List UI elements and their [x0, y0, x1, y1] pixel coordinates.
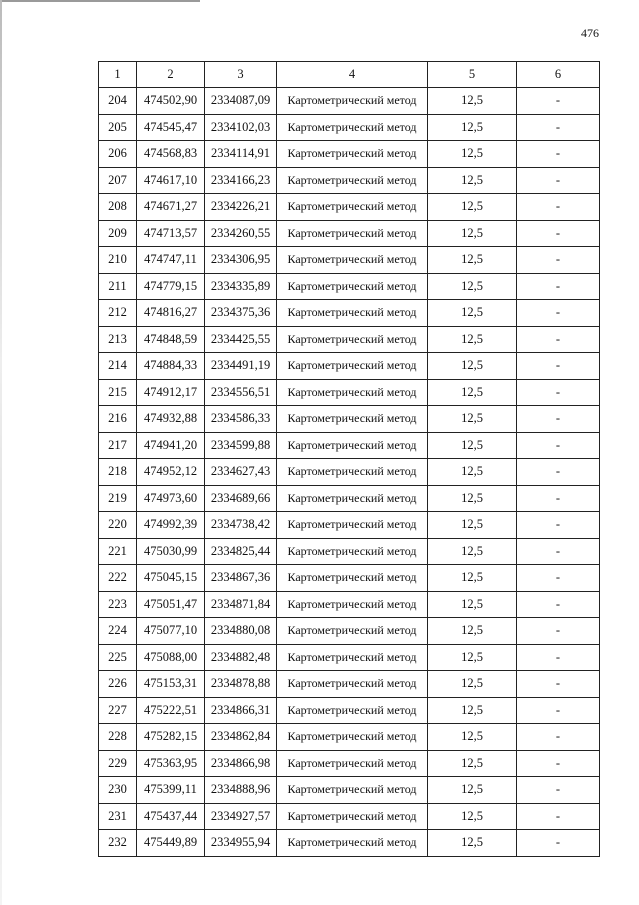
table-row: [99, 273, 600, 300]
y-coordinate-cell: 2334955,94: [205, 830, 277, 857]
table-row: [99, 565, 600, 592]
note-cell: -: [517, 724, 600, 751]
table-row: [99, 379, 600, 406]
point-number-cell: 220: [99, 512, 137, 539]
note-cell: -: [517, 406, 600, 433]
table-row: [99, 300, 600, 327]
y-coordinate-cell: 2334866,31: [205, 697, 277, 724]
x-coordinate-cell: 475030,99: [137, 538, 205, 565]
accuracy-cell: 12,5: [428, 194, 517, 221]
x-coordinate-cell: 474671,27: [137, 194, 205, 221]
note-cell: -: [517, 247, 600, 274]
column-header: 5: [428, 62, 517, 88]
x-coordinate-cell: 474747,11: [137, 247, 205, 274]
method-cell: Картометрический метод: [277, 512, 428, 539]
x-coordinate-cell: 475282,15: [137, 724, 205, 751]
note-cell: -: [517, 167, 600, 194]
table-header-row: [99, 62, 600, 88]
x-coordinate-cell: 474952,12: [137, 459, 205, 486]
method-cell: Картометрический метод: [277, 247, 428, 274]
y-coordinate-cell: 2334375,36: [205, 300, 277, 327]
x-coordinate-cell: 474713,57: [137, 220, 205, 247]
note-cell: -: [517, 194, 600, 221]
table-row: [99, 432, 600, 459]
accuracy-cell: 12,5: [428, 220, 517, 247]
x-coordinate-cell: 474992,39: [137, 512, 205, 539]
point-number-cell: 218: [99, 459, 137, 486]
x-coordinate-cell: 474884,33: [137, 353, 205, 380]
table-row: [99, 618, 600, 645]
table-row: [99, 777, 600, 804]
y-coordinate-cell: 2334878,88: [205, 671, 277, 698]
table-row: [99, 247, 600, 274]
y-coordinate-cell: 2334882,48: [205, 644, 277, 671]
y-coordinate-cell: 2334927,57: [205, 803, 277, 830]
point-number-cell: 213: [99, 326, 137, 353]
accuracy-cell: 12,5: [428, 591, 517, 618]
table-row: [99, 644, 600, 671]
point-number-cell: 230: [99, 777, 137, 804]
y-coordinate-cell: 2334166,23: [205, 167, 277, 194]
column-header: 1: [99, 62, 137, 88]
point-number-cell: 222: [99, 565, 137, 592]
x-coordinate-cell: 474568,83: [137, 141, 205, 168]
table-row: [99, 512, 600, 539]
table-row: [99, 88, 600, 115]
point-number-cell: 204: [99, 88, 137, 115]
y-coordinate-cell: 2334880,08: [205, 618, 277, 645]
point-number-cell: 229: [99, 750, 137, 777]
table-row: [99, 697, 600, 724]
y-coordinate-cell: 2334888,96: [205, 777, 277, 804]
method-cell: Картометрический метод: [277, 353, 428, 380]
point-number-cell: 209: [99, 220, 137, 247]
method-cell: Картометрический метод: [277, 830, 428, 857]
table-body: [99, 88, 600, 857]
x-coordinate-cell: 474617,10: [137, 167, 205, 194]
table-row: [99, 194, 600, 221]
accuracy-cell: 12,5: [428, 538, 517, 565]
method-cell: Картометрический метод: [277, 379, 428, 406]
point-number-cell: 205: [99, 114, 137, 141]
point-number-cell: 211: [99, 273, 137, 300]
x-coordinate-cell: 474912,17: [137, 379, 205, 406]
method-cell: Картометрический метод: [277, 167, 428, 194]
accuracy-cell: 12,5: [428, 379, 517, 406]
y-coordinate-cell: 2334087,09: [205, 88, 277, 115]
accuracy-cell: 12,5: [428, 485, 517, 512]
coordinates-table: [98, 61, 600, 857]
note-cell: -: [517, 114, 600, 141]
note-cell: -: [517, 591, 600, 618]
table-row: [99, 724, 600, 751]
point-number-cell: 226: [99, 671, 137, 698]
method-cell: Картометрический метод: [277, 432, 428, 459]
note-cell: -: [517, 565, 600, 592]
x-coordinate-cell: 474779,15: [137, 273, 205, 300]
note-cell: -: [517, 485, 600, 512]
column-header: 4: [277, 62, 428, 88]
note-cell: -: [517, 671, 600, 698]
method-cell: Картометрический метод: [277, 220, 428, 247]
y-coordinate-cell: 2334556,51: [205, 379, 277, 406]
accuracy-cell: 12,5: [428, 512, 517, 539]
table-row: [99, 485, 600, 512]
note-cell: -: [517, 432, 600, 459]
point-number-cell: 212: [99, 300, 137, 327]
point-number-cell: 224: [99, 618, 137, 645]
accuracy-cell: 12,5: [428, 777, 517, 804]
x-coordinate-cell: 475437,44: [137, 803, 205, 830]
note-cell: -: [517, 512, 600, 539]
y-coordinate-cell: 2334862,84: [205, 724, 277, 751]
column-header: 3: [205, 62, 277, 88]
table-row: [99, 326, 600, 353]
accuracy-cell: 12,5: [428, 88, 517, 115]
column-header: 6: [517, 62, 600, 88]
y-coordinate-cell: 2334689,66: [205, 485, 277, 512]
x-coordinate-cell: 474941,20: [137, 432, 205, 459]
note-cell: -: [517, 830, 600, 857]
y-coordinate-cell: 2334599,88: [205, 432, 277, 459]
method-cell: Картометрический метод: [277, 618, 428, 645]
y-coordinate-cell: 2334102,03: [205, 114, 277, 141]
column-header: 2: [137, 62, 205, 88]
method-cell: Картометрический метод: [277, 803, 428, 830]
accuracy-cell: 12,5: [428, 167, 517, 194]
table-row: [99, 406, 600, 433]
point-number-cell: 217: [99, 432, 137, 459]
x-coordinate-cell: 474545,47: [137, 114, 205, 141]
x-coordinate-cell: 474816,27: [137, 300, 205, 327]
point-number-cell: 206: [99, 141, 137, 168]
accuracy-cell: 12,5: [428, 724, 517, 751]
point-number-cell: 210: [99, 247, 137, 274]
note-cell: -: [517, 273, 600, 300]
x-coordinate-cell: 475045,15: [137, 565, 205, 592]
table-row: [99, 671, 600, 698]
y-coordinate-cell: 2334491,19: [205, 353, 277, 380]
x-coordinate-cell: 475363,95: [137, 750, 205, 777]
accuracy-cell: 12,5: [428, 114, 517, 141]
y-coordinate-cell: 2334825,44: [205, 538, 277, 565]
accuracy-cell: 12,5: [428, 353, 517, 380]
method-cell: Картометрический метод: [277, 750, 428, 777]
y-coordinate-cell: 2334260,55: [205, 220, 277, 247]
table-row: [99, 459, 600, 486]
y-coordinate-cell: 2334335,89: [205, 273, 277, 300]
method-cell: Картометрический метод: [277, 591, 428, 618]
method-cell: Картометрический метод: [277, 724, 428, 751]
table-row: [99, 220, 600, 247]
note-cell: -: [517, 618, 600, 645]
accuracy-cell: 12,5: [428, 300, 517, 327]
method-cell: Картометрический метод: [277, 671, 428, 698]
table-row: [99, 803, 600, 830]
table-row: [99, 830, 600, 857]
accuracy-cell: 12,5: [428, 273, 517, 300]
note-cell: -: [517, 326, 600, 353]
note-cell: -: [517, 141, 600, 168]
method-cell: Картометрический метод: [277, 114, 428, 141]
y-coordinate-cell: 2334738,42: [205, 512, 277, 539]
y-coordinate-cell: 2334867,36: [205, 565, 277, 592]
method-cell: Картометрический метод: [277, 300, 428, 327]
point-number-cell: 215: [99, 379, 137, 406]
scan-edge-left: [0, 0, 2, 905]
page-number: 476: [581, 26, 599, 40]
point-number-cell: 225: [99, 644, 137, 671]
method-cell: Картометрический метод: [277, 485, 428, 512]
point-number-cell: 227: [99, 697, 137, 724]
accuracy-cell: 12,5: [428, 459, 517, 486]
method-cell: Картометрический метод: [277, 565, 428, 592]
note-cell: -: [517, 644, 600, 671]
method-cell: Картометрический метод: [277, 459, 428, 486]
accuracy-cell: 12,5: [428, 644, 517, 671]
point-number-cell: 232: [99, 830, 137, 857]
accuracy-cell: 12,5: [428, 618, 517, 645]
table-row: [99, 114, 600, 141]
point-number-cell: 231: [99, 803, 137, 830]
table-row: [99, 750, 600, 777]
accuracy-cell: 12,5: [428, 697, 517, 724]
accuracy-cell: 12,5: [428, 247, 517, 274]
y-coordinate-cell: 2334425,55: [205, 326, 277, 353]
y-coordinate-cell: 2334866,98: [205, 750, 277, 777]
accuracy-cell: 12,5: [428, 326, 517, 353]
point-number-cell: 208: [99, 194, 137, 221]
x-coordinate-cell: 474848,59: [137, 326, 205, 353]
note-cell: -: [517, 353, 600, 380]
method-cell: Картометрический метод: [277, 141, 428, 168]
x-coordinate-cell: 475153,31: [137, 671, 205, 698]
point-number-cell: 221: [99, 538, 137, 565]
note-cell: -: [517, 379, 600, 406]
accuracy-cell: 12,5: [428, 750, 517, 777]
note-cell: -: [517, 459, 600, 486]
x-coordinate-cell: 475051,47: [137, 591, 205, 618]
method-cell: Картометрический метод: [277, 538, 428, 565]
table-row: [99, 353, 600, 380]
accuracy-cell: 12,5: [428, 406, 517, 433]
table-row: [99, 167, 600, 194]
y-coordinate-cell: 2334586,33: [205, 406, 277, 433]
note-cell: -: [517, 697, 600, 724]
accuracy-cell: 12,5: [428, 830, 517, 857]
y-coordinate-cell: 2334306,95: [205, 247, 277, 274]
method-cell: Картометрический метод: [277, 273, 428, 300]
point-number-cell: 216: [99, 406, 137, 433]
x-coordinate-cell: 475088,00: [137, 644, 205, 671]
note-cell: -: [517, 220, 600, 247]
note-cell: -: [517, 777, 600, 804]
note-cell: -: [517, 803, 600, 830]
point-number-cell: 207: [99, 167, 137, 194]
x-coordinate-cell: 475077,10: [137, 618, 205, 645]
point-number-cell: 219: [99, 485, 137, 512]
x-coordinate-cell: 475449,89: [137, 830, 205, 857]
x-coordinate-cell: 474973,60: [137, 485, 205, 512]
y-coordinate-cell: 2334871,84: [205, 591, 277, 618]
table-row: [99, 591, 600, 618]
method-cell: Картометрический метод: [277, 406, 428, 433]
accuracy-cell: 12,5: [428, 803, 517, 830]
method-cell: Картометрический метод: [277, 326, 428, 353]
y-coordinate-cell: 2334226,21: [205, 194, 277, 221]
y-coordinate-cell: 2334114,91: [205, 141, 277, 168]
method-cell: Картометрический метод: [277, 88, 428, 115]
point-number-cell: 214: [99, 353, 137, 380]
y-coordinate-cell: 2334627,43: [205, 459, 277, 486]
note-cell: -: [517, 750, 600, 777]
x-coordinate-cell: 475399,11: [137, 777, 205, 804]
accuracy-cell: 12,5: [428, 141, 517, 168]
point-number-cell: 228: [99, 724, 137, 751]
note-cell: -: [517, 300, 600, 327]
table-row: [99, 538, 600, 565]
x-coordinate-cell: 474932,88: [137, 406, 205, 433]
scan-edge-top: [0, 0, 200, 2]
table-row: [99, 141, 600, 168]
note-cell: -: [517, 88, 600, 115]
method-cell: Картометрический метод: [277, 697, 428, 724]
accuracy-cell: 12,5: [428, 565, 517, 592]
point-number-cell: 223: [99, 591, 137, 618]
x-coordinate-cell: 475222,51: [137, 697, 205, 724]
accuracy-cell: 12,5: [428, 671, 517, 698]
note-cell: -: [517, 538, 600, 565]
method-cell: Картометрический метод: [277, 644, 428, 671]
accuracy-cell: 12,5: [428, 432, 517, 459]
x-coordinate-cell: 474502,90: [137, 88, 205, 115]
method-cell: Картометрический метод: [277, 777, 428, 804]
method-cell: Картометрический метод: [277, 194, 428, 221]
